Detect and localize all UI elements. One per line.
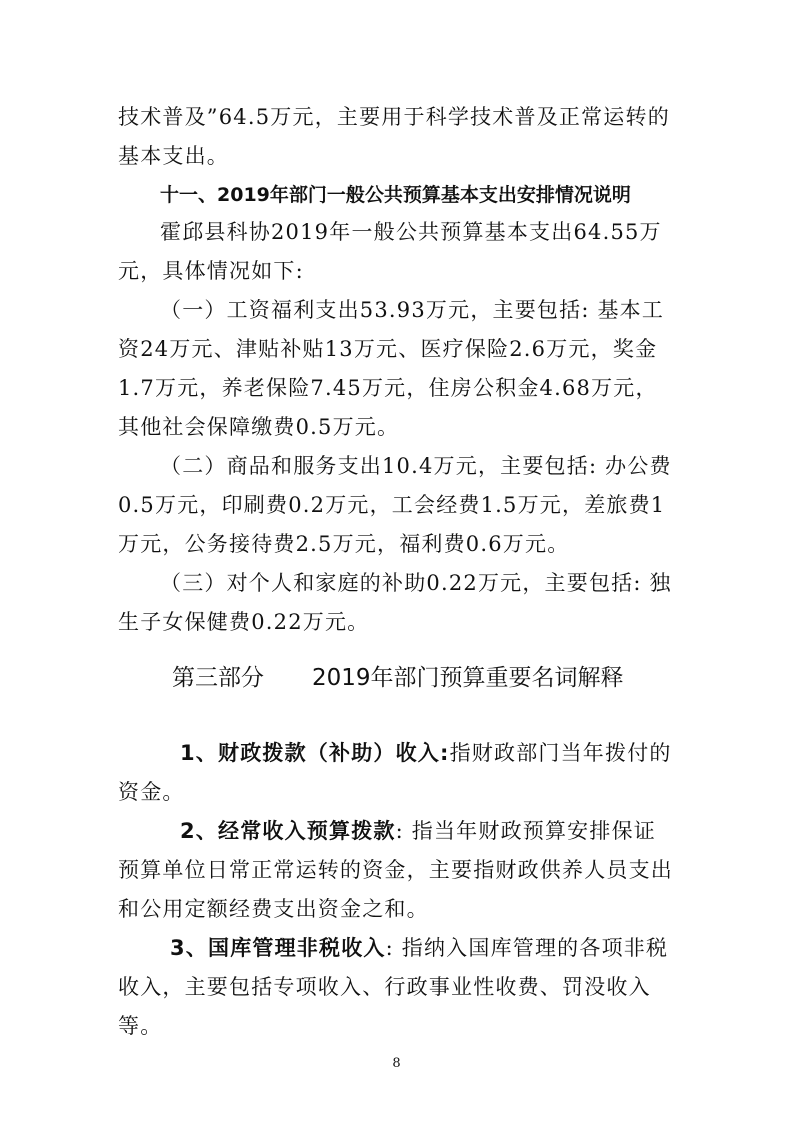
term-definition: : 指纳入国库管理的各项非税收入，主要包括专项收入、行政事业性收费、罚没收入等。 [118,936,669,1038]
paragraph-basic-expenditure: 霍邱县科协2019年一般公共预算基本支出64.55万元，具体情况如下: [118,220,662,283]
term-definition: 指财政部门当年拨付的资金。 [118,741,672,804]
part3-heading [172,658,624,698]
term-item-1 [118,734,674,812]
term-item-3 [118,929,674,1046]
section-heading-11: 十一、2019年部门一般公共预算基本支出安排情况说明 [160,184,631,206]
paragraph-goods-services: （二）商品和服务支出10.4万元，主要包括: 办公费0.5万元，印刷费0.2万元，工会经费1.5万元，差旅费1万元，公务接待费2.5万元，福利费0.6万元。 [118,454,672,556]
term-definition: : 指当年财政预算安排保证预算单位日常正常运转的资金，主要指财政供养人员支出和公用定额经费支出资金之和。 [118,819,673,921]
term-name: 1、财政拨款（补助）收入: [180,741,450,765]
term-item-2 [118,812,674,929]
paragraph-wages-welfare: （一）工资福利支出53.93万元，主要包括: 基本工资24万元、津贴补贴13万元、医疗保险2.6万元，奖金1.7万元，养老保险7.45万元，住房公积金4.68万元，其他社会保障缴费0.5万元。 [118,298,665,439]
paragraph-tech-popularization: 技术普及”64.5万元，主要用于科学技术普及正常运转的基本支出。 [118,105,670,168]
part3-label: 第三部分 [172,665,264,691]
term-name: 3、国库管理非税收入 [170,936,386,960]
paragraph-household-subsidy: （三）对个人和家庭的补助0.22万元，主要包括: 独生子女保健费0.22万元。 [118,571,672,634]
part3-title: 2019年部门预算重要名词解释 [312,665,624,691]
page-number: 8 [392,1056,401,1071]
term-name: 2、经常收入预算拨款 [180,819,396,843]
